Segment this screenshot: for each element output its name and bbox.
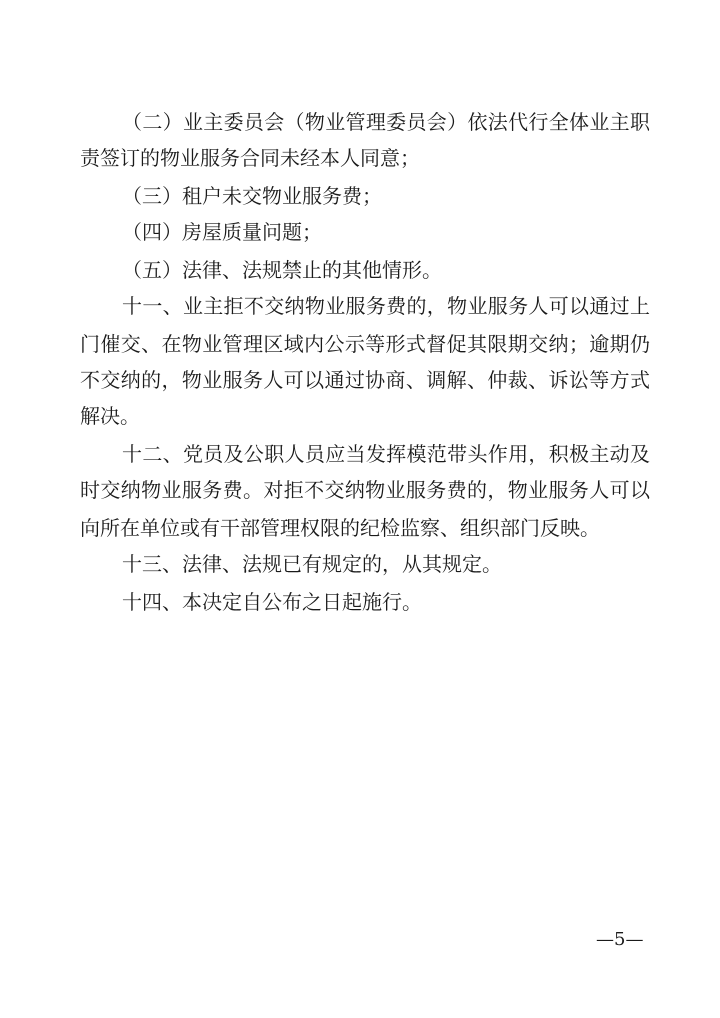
article-14: 十四、本决定自公布之日起施行。 [122,590,422,614]
paragraph-3: （三）租户未交物业服务费； [122,184,382,208]
article-11-line-4: 解决。 [80,404,140,428]
paragraph-2-line-1: （二）业主委员会（物业管理委员会）依法代行全体业主职 [122,110,650,134]
article-12-line-3: 向所在单位或有干部管理权限的纪检监察、组织部门反映。 [80,516,600,540]
paragraph-4: （四）房屋质量问题； [122,220,322,244]
article-13: 十三、法律、法规已有规定的，从其规定。 [122,552,502,576]
page-number: —5— [596,929,644,950]
paragraph-2-line-2: 责签订的物业服务合同未经本人同意； [80,146,420,170]
article-12-line-2: 时交纳物业服务费。对拒不交纳物业服务费的，物业服务人可以 [80,478,650,502]
article-11-line-1: 十一、业主拒不交纳物业服务费的，物业服务人可以通过上 [122,294,650,318]
article-12-line-1: 十二、党员及公职人员应当发挥模范带头作用，积极主动及 [122,442,650,466]
article-11-line-3: 不交纳的，物业服务人可以通过协商、调解、仲裁、诉讼等方式 [80,368,650,392]
article-11-line-2: 门催交、在物业管理区域内公示等形式督促其限期交纳；逾期仍 [80,332,650,356]
paragraph-5: （五）法律、法规禁止的其他情形。 [122,258,442,282]
